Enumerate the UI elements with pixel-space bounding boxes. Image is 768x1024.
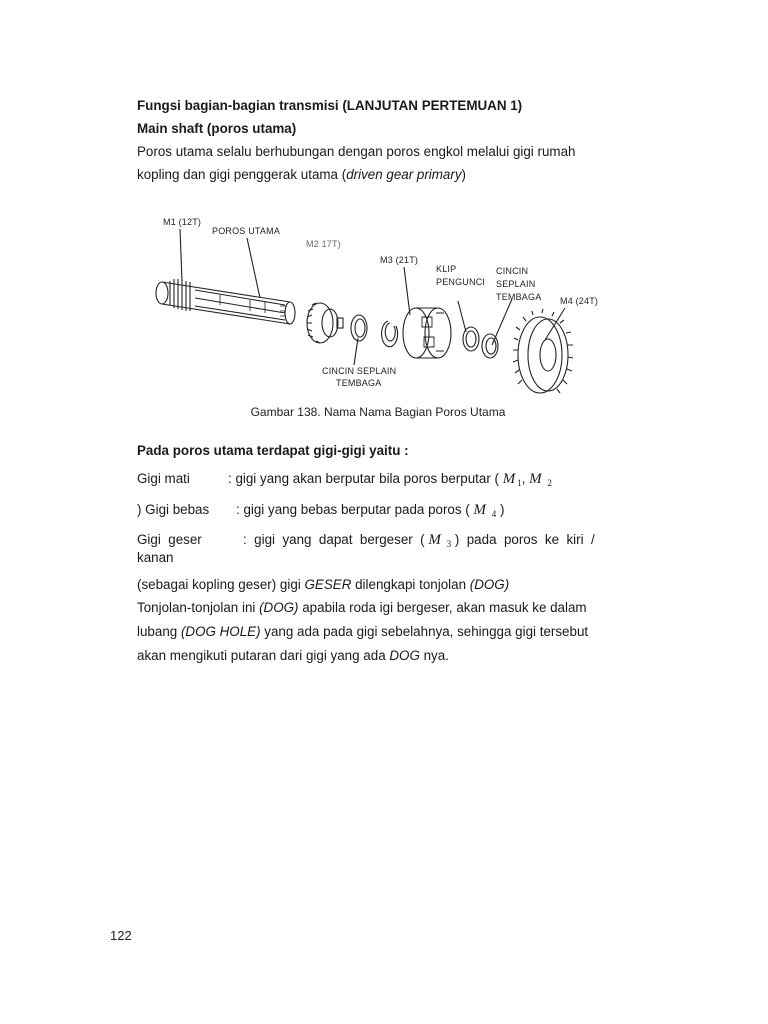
italic-term: (DOG) — [259, 600, 299, 615]
gigi-geser-wrap: kanan — [137, 550, 174, 565]
page-number: 122 — [110, 928, 132, 943]
text: yang ada pada gigi sebelahnya, sehingga gigi tersebut — [260, 624, 589, 639]
label-cincin-bottom-line2: TEMBAGA — [336, 378, 382, 388]
intro-line-1: Poros utama selalu berhubungan dengan poros engkol melalui gigi rumah — [137, 144, 576, 159]
gigi-mati-desc: : gigi yang akan berputar bila poros berputar ( — [228, 471, 499, 486]
label-cincin-bottom-line1: CINCIN SEPLAIN — [322, 366, 397, 376]
paragraph-line-1 — [137, 577, 509, 593]
intro-line-2 — [137, 167, 466, 183]
figure-caption — [0, 405, 768, 419]
subscript-1: 1 — [517, 478, 522, 488]
comma: , — [521, 471, 526, 486]
italic-term: DOG — [389, 648, 420, 663]
paragraph-line-3 — [137, 624, 588, 640]
italic-term: (DOG HOLE) — [180, 624, 261, 639]
label-m2: M2 17T) — [306, 239, 341, 249]
label-poros-utama: POROS UTAMA — [212, 226, 281, 236]
math-m: M — [502, 471, 516, 487]
subscript-2: 2 — [547, 478, 552, 488]
math-m: M — [473, 502, 486, 518]
text: dilengkapi tonjolan — [351, 577, 470, 592]
gigi-bebas-desc: : gigi yang bebas berputar pada poros ( — [236, 502, 470, 517]
main-shaft-diagram — [140, 205, 610, 405]
label-klip-line1: KLIP — [436, 264, 457, 274]
intro-italic-term: driven gear primary — [346, 167, 462, 182]
subscript-4: 4 — [491, 509, 497, 519]
label-cincin-top-line3: TEMBAGA — [496, 292, 542, 302]
gigi-geser-definition — [243, 532, 595, 549]
gigi-bebas-term: ) Gigi bebas — [137, 502, 210, 517]
caption-text: Gambar 138. Nama Nama Bagian Poros Utama — [250, 405, 506, 419]
gigi-geser-rest: ) pada poros ke kiri / — [454, 532, 595, 547]
gigi-mati-term: Gigi mati — [137, 471, 190, 486]
close-paren: ) — [499, 502, 505, 517]
section-subtitle: Main shaft (poros utama) — [137, 121, 297, 136]
text: (sebagai kopling geser) gigi — [137, 577, 305, 592]
label-m4: M4 (24T) — [560, 296, 599, 306]
text: Tonjolan-tonjolan ini — [137, 600, 260, 615]
text: lubang — [137, 624, 181, 639]
label-cincin-top-line1: CINCIN — [496, 266, 529, 276]
text: apabila roda igi bergeser, akan masuk ke dalam — [298, 600, 587, 615]
label-klip-line2: PENGUNCI — [436, 277, 486, 287]
label-m1: M1 (12T) — [163, 217, 202, 227]
gigi-geser-term: Gigi geser — [137, 532, 202, 547]
math-m: M — [529, 471, 542, 487]
italic-term: (DOG) — [469, 577, 510, 592]
intro-text: kopling dan gigi penggerak utama ( — [137, 167, 347, 182]
paragraph-line-4 — [137, 648, 449, 664]
text: nya. — [419, 648, 449, 663]
subscript-3: 3 — [446, 539, 452, 549]
label-cincin-top-line2: SEPLAIN — [496, 279, 536, 289]
document-title: Fungsi bagian-bagian transmisi (LANJUTAN PERTEMUAN 1) — [137, 98, 523, 113]
intro-close-paren: ) — [461, 167, 467, 182]
math-m: M — [428, 532, 441, 548]
gear-types-heading: Pada poros utama terdapat gigi-gigi yaitu : — [137, 443, 409, 458]
label-m3: M3 (21T) — [380, 255, 419, 265]
paragraph-line-2 — [137, 600, 587, 616]
gigi-geser-desc: : gigi yang dapat bergeser ( — [243, 532, 425, 547]
italic-term: GESER — [304, 577, 352, 592]
gigi-bebas-definition — [236, 502, 504, 519]
text: akan mengikuti putaran dari gigi yang ada — [137, 648, 390, 663]
gigi-mati-definition — [228, 471, 552, 488]
